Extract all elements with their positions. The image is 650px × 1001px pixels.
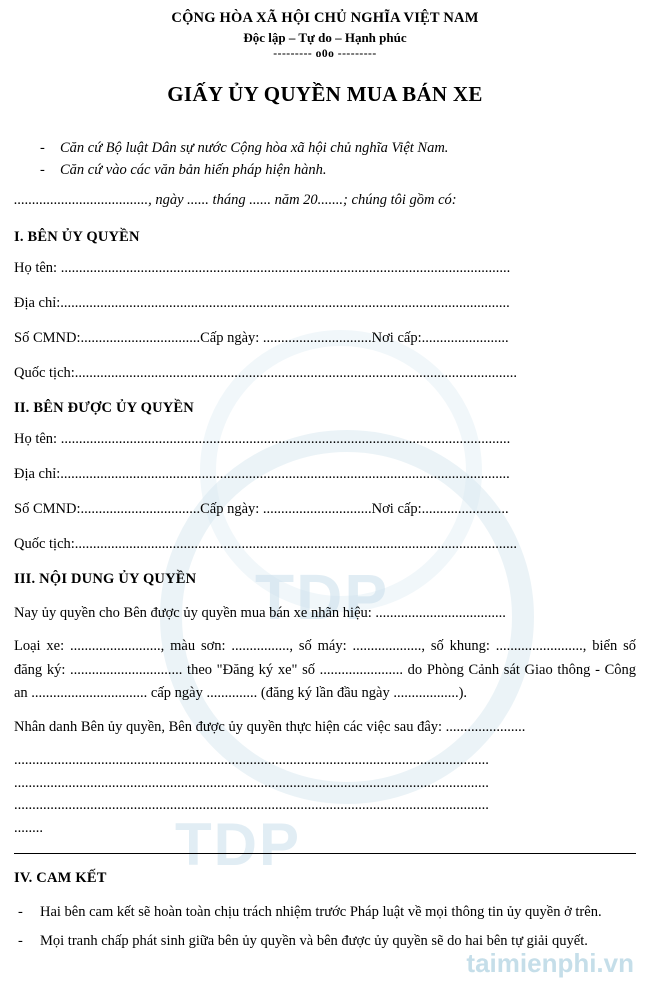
header-divider: --------- o0o --------- — [273, 48, 377, 60]
section-heading-content: III. NỘI DUNG ỦY QUYỀN — [14, 570, 197, 587]
commitment-item: - Mọi tranh chấp phát sinh giữa bên ủy quyền và bên được ủy quyền sẽ do hai bên tự giải quyết. — [14, 930, 636, 953]
blank-line[interactable]: ................................................................................................................................... — [14, 774, 489, 791]
commitment-item: - Hai bên cam kết sẽ hoàn toàn chịu trách nhiệm trước Pháp luật về mọi thông tin ủy quyền ở trên. — [14, 901, 636, 924]
field-party-one-nationality[interactable]: Quốc tịch:.......................................................................................................................... — [14, 364, 518, 381]
section-separator — [14, 853, 636, 854]
section-heading-commitment: IV. CAM KẾT — [14, 870, 107, 887]
page-title: GIẤY ỦY QUYỀN MUA BÁN XE — [167, 82, 483, 106]
field-party-two-nationality[interactable]: Quốc tịch:.......................................................................................................................... — [14, 535, 518, 552]
blank-line[interactable]: ................................................................................................................................... — [14, 752, 489, 769]
national-title: CỘNG HÒA XÃ HỘI CHỦ NGHĨA VIỆT NAM — [171, 10, 479, 26]
field-party-one-name[interactable]: Họ tên: ............................................................................................................................ — [14, 259, 511, 276]
watermark-text-secondary: TDP — [175, 811, 301, 878]
field-party-two-name[interactable]: Họ tên: ............................................................................................................................ — [14, 430, 511, 447]
watermark-text-primary: TDP — [255, 561, 389, 633]
authorized-tasks-line[interactable]: Nhân danh Bên ủy quyền, Bên được ủy quyền thực hiện các việc sau đây: ...................... — [14, 718, 526, 735]
commitment-list — [14, 901, 636, 953]
section-heading-party-one: I. BÊN ỦY QUYỀN — [14, 228, 140, 245]
blank-line[interactable]: ........ — [14, 819, 43, 836]
vehicle-details-paragraph[interactable]: Loại xe: ........................., màu sơn: ................, số máy: ..................., số khung: ........................, biển số đăng ký: ............................... theo "Đăng ký xe" số ....................... do Phòng Cảnh sát Giao thông - Công an ................................ cấp ngày .............. (đăng ký lần đầu ngày ..................). — [14, 638, 636, 702]
legal-basis-list — [14, 137, 636, 182]
watermark-brand: taimienphi.vn — [466, 948, 634, 978]
national-motto: Độc lập – Tự do – Hạnh phúc — [243, 30, 407, 45]
blank-line[interactable]: ................................................................................................................................... — [14, 797, 489, 814]
section-heading-party-two: II. BÊN ĐƯỢC ỦY QUYỀN — [14, 399, 194, 416]
legal-basis-item: - Căn cứ Bộ luật Dân sự nước Cộng hòa xã hội chủ nghĩa Việt Nam. — [14, 137, 636, 159]
blank-fill-lines[interactable] — [14, 749, 636, 839]
field-party-two-id[interactable]: Số CMND:.................................Cấp ngày: ..............................Nơi cấp:........................ — [14, 500, 509, 517]
legal-basis-item: - Căn cứ vào các văn bản hiến pháp hiện hành. — [14, 159, 636, 181]
field-party-one-id[interactable]: Số CMND:.................................Cấp ngày: ..............................Nơi cấp:........................ — [14, 329, 509, 346]
date-line: ....................................., ngày ...... tháng ...... năm 20.......; chúng tôi gồm có: — [14, 191, 457, 208]
document-content — [14, 10, 636, 954]
field-party-one-address[interactable]: Địa chỉ:............................................................................................................................ — [14, 294, 510, 311]
authorization-intro[interactable]: Nay ủy quyền cho Bên được ủy quyền mua bán xe nhãn hiệu: .................................... — [14, 604, 506, 621]
field-party-two-address[interactable]: Địa chỉ:............................................................................................................................ — [14, 465, 510, 482]
